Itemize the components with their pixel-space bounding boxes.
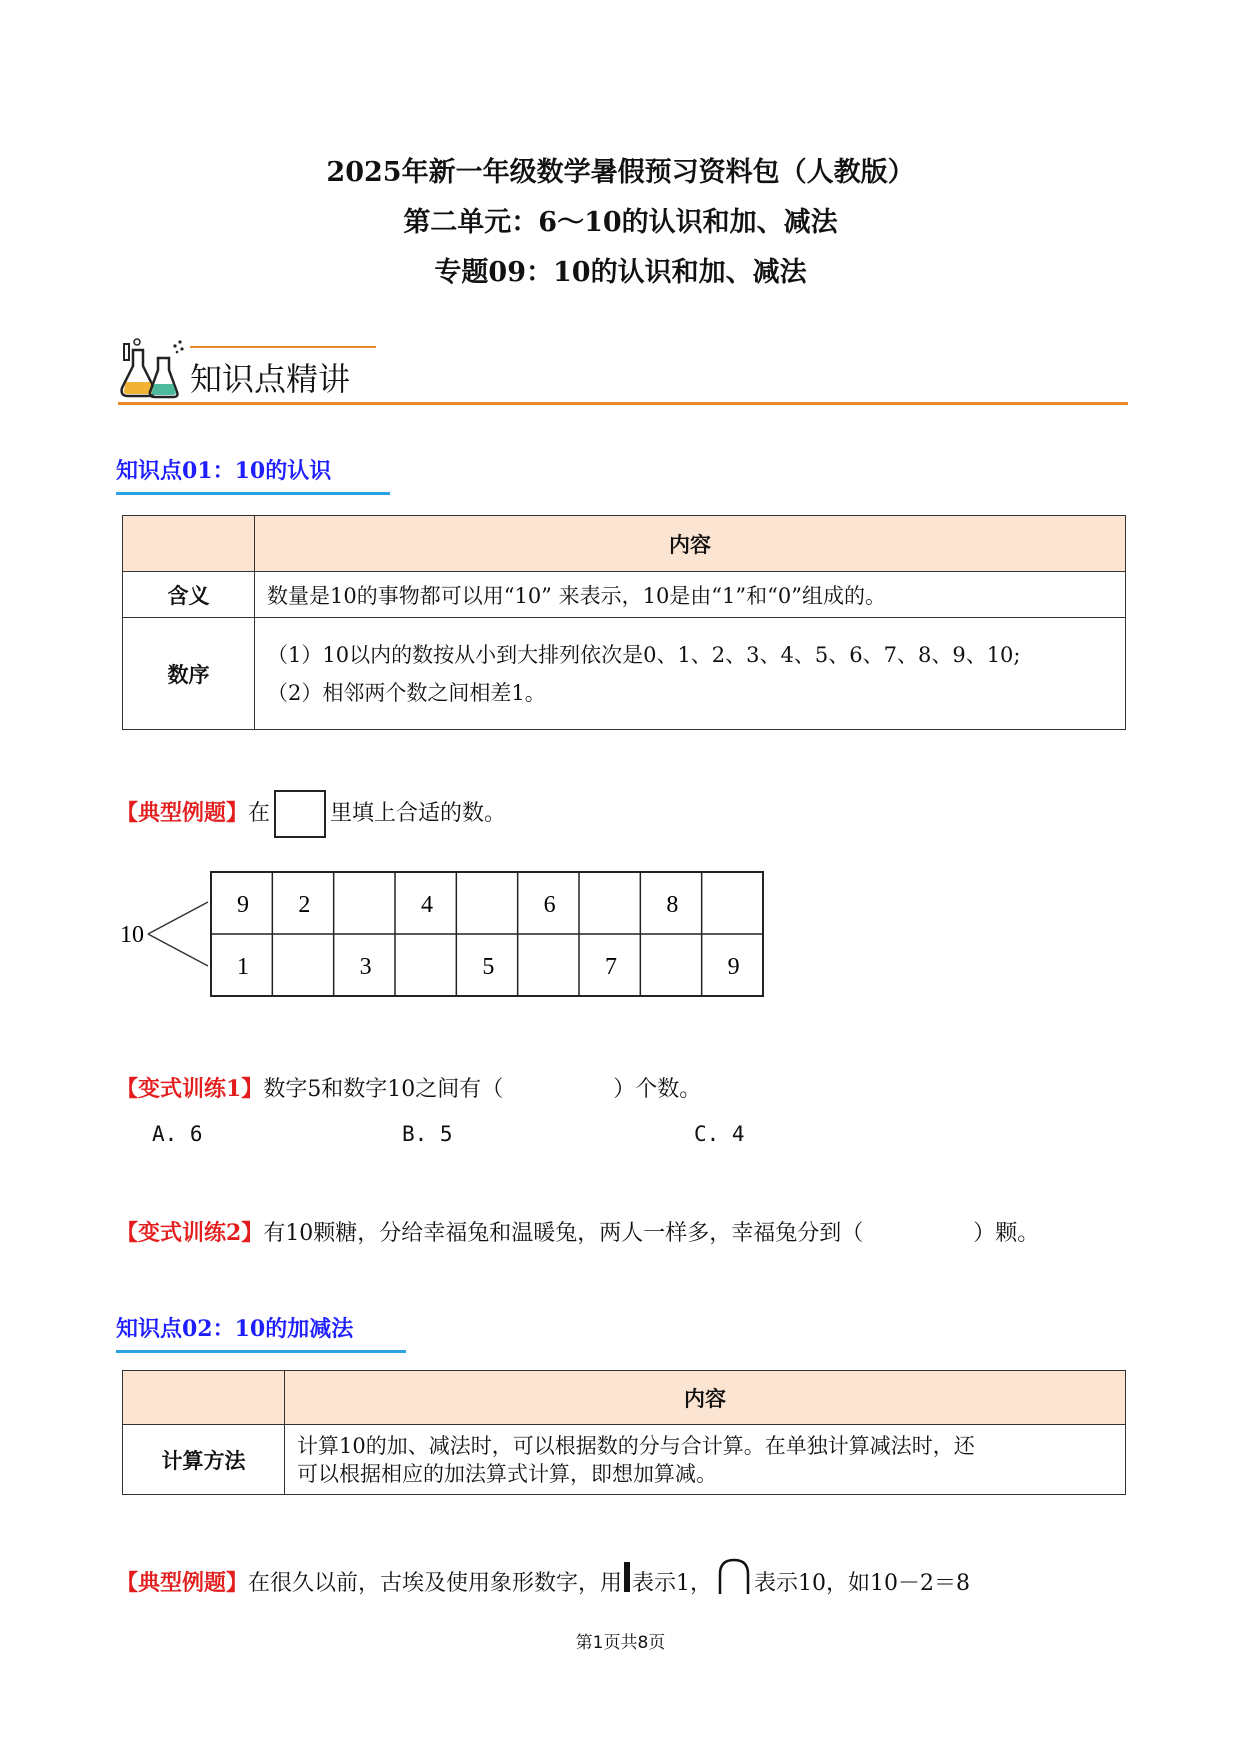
grid-cell-top: 2 xyxy=(298,892,311,918)
page-footer: 第1页共8页 xyxy=(575,1633,666,1653)
example1 xyxy=(116,788,506,839)
example2 xyxy=(116,1556,970,1604)
grid-cell-top: 9 xyxy=(237,892,249,918)
option-a: A. 6 xyxy=(152,1122,203,1146)
grid-cell-bottom: 5 xyxy=(482,954,495,980)
unit-title: 第二单元：6～10的认识和加、减法 xyxy=(403,207,838,238)
table-row xyxy=(123,618,1126,730)
header-empty-cell xyxy=(123,516,255,572)
row-line: 计算10的加、减法时，可以根据数的分与合计算。在单独计算减法时，还 xyxy=(297,1433,975,1458)
example-tag: 【典型例题】 xyxy=(116,1570,249,1596)
kp1-table-header-row xyxy=(123,516,1126,572)
banner-top-line xyxy=(190,346,376,348)
grid-cell-top: 4 xyxy=(421,892,433,918)
grid-cells xyxy=(237,892,740,980)
row-line: （2）相邻两个数之间相差1。 xyxy=(267,680,546,705)
row-line: 可以根据相应的加法算式计算，即想加算减。 xyxy=(297,1461,717,1486)
kp2-table xyxy=(122,1370,1126,1495)
table-row xyxy=(123,1425,1126,1495)
table-row xyxy=(123,572,1126,618)
option-c: C. 4 xyxy=(694,1122,745,1146)
decomposition-diagram xyxy=(118,870,778,1002)
main-title: 2025年新一年级数学暑假预习资料包（人教版） xyxy=(326,157,915,188)
example-tag: 【典型例题】 xyxy=(116,800,249,826)
variant1 xyxy=(116,1074,701,1105)
kp1-underline xyxy=(116,492,390,495)
example-text: 表示1， xyxy=(632,1571,713,1596)
variant-question: 有10颗糖，分给幸福兔和温暖兔，两人一样多，幸福兔分到（ ）颗。 xyxy=(263,1221,1040,1246)
flask-beakers-icon xyxy=(118,336,188,402)
example-text-before: 在 xyxy=(248,801,271,826)
header-empty-cell xyxy=(123,1371,285,1425)
grid-cell-top: 8 xyxy=(666,892,679,918)
kp1-title: 知识点01：10的认识 xyxy=(116,458,332,484)
row-line: （1）10以内的数按从小到大排列依次是0、1、2、3、4、5、6、7、8、9、10; xyxy=(267,642,1021,667)
document-titles xyxy=(0,148,1241,298)
row-text xyxy=(285,1425,1126,1495)
heel-bone-ten-glyph-icon xyxy=(716,1556,754,1596)
topic-title: 专题09：10的认识和加、减法 xyxy=(434,257,807,288)
grid-cell-bottom: 7 xyxy=(605,954,617,980)
example-text: 表示10，如10－2＝8 xyxy=(754,1571,971,1596)
row-label: 计算方法 xyxy=(123,1425,285,1495)
example-text-after: 里填上合适的数。 xyxy=(330,801,507,826)
kp1-table xyxy=(122,515,1126,730)
row-label: 数序 xyxy=(123,618,255,730)
header-content-cell: 内容 xyxy=(255,516,1126,572)
answer-box-sample xyxy=(274,790,326,838)
example-text: 在很久以前，古埃及使用象形数字，用 xyxy=(248,1571,623,1596)
kp2-underline xyxy=(116,1350,406,1353)
stroke-one-glyph-icon xyxy=(622,1560,632,1594)
kp2-title: 知识点02：10的加减法 xyxy=(116,1316,354,1342)
banner-divider xyxy=(118,402,1128,405)
kp2-table-header-row xyxy=(123,1371,1126,1425)
option-b: B. 5 xyxy=(402,1122,453,1146)
row-label: 含义 xyxy=(123,572,255,618)
branch-line-bottom xyxy=(148,934,208,966)
variant-tag: 【变式训练2】 xyxy=(116,1220,264,1246)
grid-cell-bottom: 3 xyxy=(359,954,372,980)
variant-question: 数字5和数字10之间有（ ）个数。 xyxy=(263,1077,702,1102)
grid-cell-top: 6 xyxy=(543,892,556,918)
section-title: 知识点精讲 xyxy=(190,360,351,398)
grid-cell-bottom: 1 xyxy=(237,954,249,980)
row-text xyxy=(255,618,1126,730)
root-number: 10 xyxy=(120,922,144,948)
row-text: 数量是10的事物都可以用“10” 来表示，10是由“1”和“0”组成的。 xyxy=(255,572,1126,618)
grid-cell-bottom: 9 xyxy=(727,954,740,980)
header-content-cell: 内容 xyxy=(285,1371,1126,1425)
branch-line-top xyxy=(148,902,208,934)
variant-tag: 【变式训练1】 xyxy=(116,1076,264,1102)
section-banner xyxy=(118,336,1128,406)
variant2 xyxy=(116,1218,1039,1249)
